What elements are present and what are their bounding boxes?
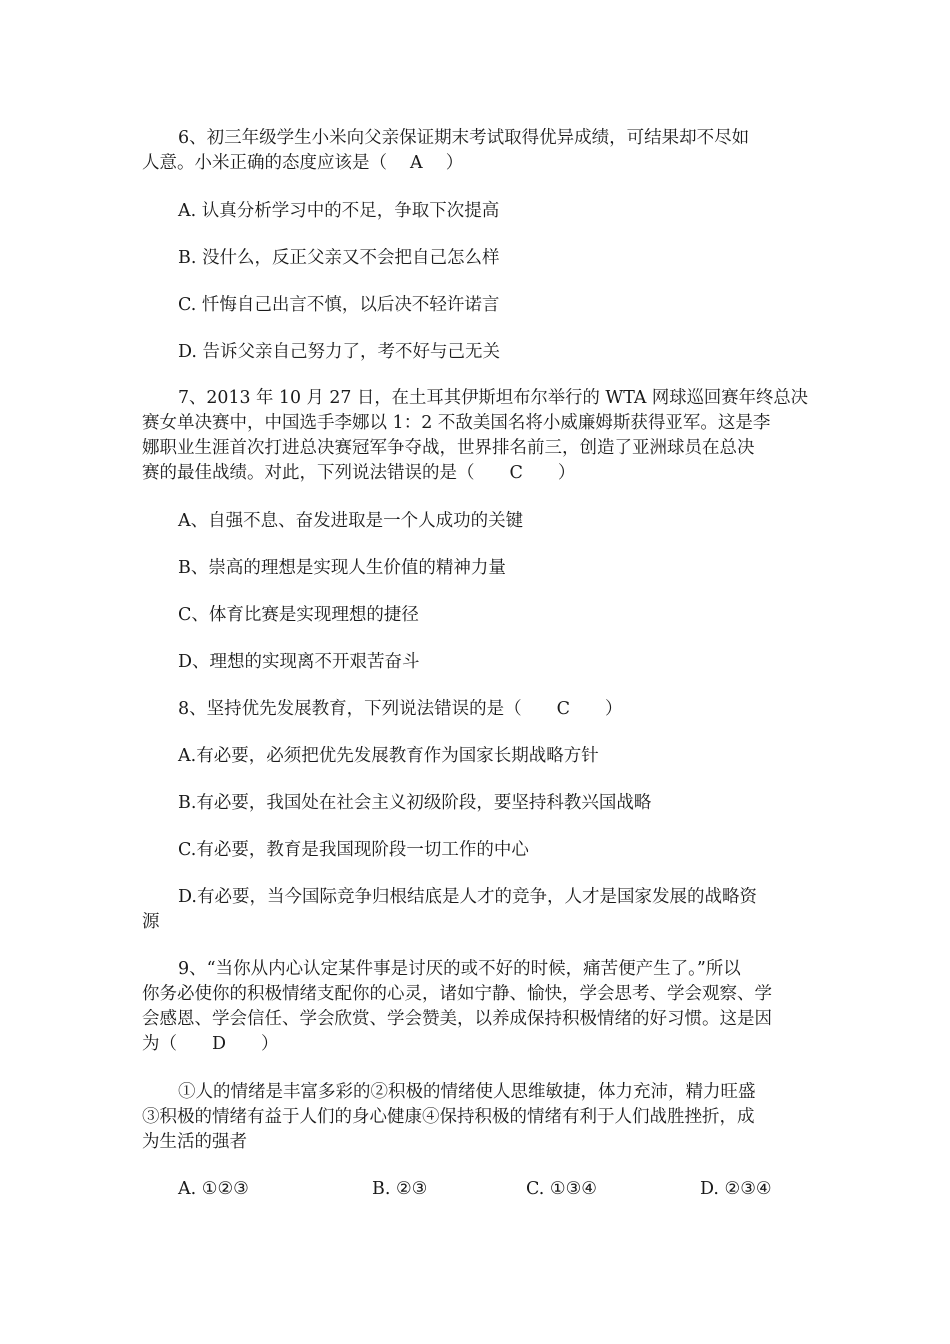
answer-option: B. ②③ [372, 1179, 428, 1199]
question-stem-line: 赛的最佳战绩。对此，下列说法错误的是（ C ） [142, 463, 576, 483]
question-stem-line: 你务必使你的积极情绪支配你的心灵，诸如宁静、愉快，学会思考、学会观察、学 [142, 984, 772, 1004]
answer-option: C.有必要，教育是我国现阶段一切工作的中心 [178, 840, 529, 860]
question-stem-line: 8、坚持优先发展教育，下列说法错误的是（ C ） [178, 699, 623, 719]
question-stem-line: 7、2013 年 10 月 27 日，在土耳其伊斯坦布尔举行的 WTA 网球巡回赛年终总决 [178, 388, 809, 408]
answer-option: A. ①②③ [178, 1179, 249, 1199]
answer-option: B. 没什么，反正父亲又不会把自己怎么样 [178, 248, 500, 268]
question-stem-line: 赛女单决赛中，中国选手李娜以 1：2 不敌美国名将小威廉姆斯获得亚军。这是李 [142, 413, 771, 433]
statement-line: ③积极的情绪有益于人们的身心健康④保持积极的情绪有利于人们战胜挫折，成 [142, 1107, 755, 1127]
answer-option: C. ①③④ [526, 1179, 597, 1199]
answer-option: B、崇高的理想是实现人生价值的精神力量 [178, 558, 506, 578]
answer-option: A. 认真分析学习中的不足，争取下次提高 [178, 201, 500, 221]
answer-option: D.有必要，当今国际竞争归根结底是人才的竞争，人才是国家发展的战略资 [178, 887, 757, 907]
question-stem-line: 为（ D ） [142, 1034, 279, 1054]
answer-option: A、自强不息、奋发进取是一个人成功的关键 [178, 511, 524, 531]
answer-option: B.有必要，我国处在社会主义初级阶段，要坚持科教兴国战略 [178, 793, 652, 813]
answer-option: D、理想的实现离不开艰苦奋斗 [178, 652, 420, 672]
question-stem-line: 会感恩、学会信任、学会欣赏、学会赞美，以养成保持积极情绪的好习惯。这是因 [142, 1009, 772, 1029]
answer-option: A.有必要，必须把优先发展教育作为国家长期战略方针 [178, 746, 599, 766]
question-stem-line: 9、“当你从内心认定某件事是讨厌的或不好的时候，痛苦便产生了。”所以 [178, 959, 741, 979]
answer-option: D. 告诉父亲自己努力了，考不好与己无关 [178, 342, 501, 362]
answer-option: D. ②③④ [700, 1179, 772, 1199]
answer-option: C、体育比赛是实现理想的捷径 [178, 605, 419, 625]
question-stem-line: 6、初三年级学生小米向父亲保证期末考试取得优异成绩，可结果却不尽如 [178, 128, 750, 148]
statement-line: 为生活的强者 [142, 1132, 247, 1152]
statement-line: ①人的情绪是丰富多彩的②积极的情绪使人思维敏捷，体力充沛，精力旺盛 [178, 1082, 756, 1102]
question-stem-line: 娜职业生涯首次打进总决赛冠军争夺战，世界排名前三，创造了亚洲球员在总决 [142, 438, 755, 458]
answer-option: C. 忏悔自己出言不慎，以后决不轻许诺言 [178, 295, 500, 315]
answer-option-continuation: 源 [142, 912, 160, 932]
question-stem-line: 人意。小米正确的态度应该是（ A ） [142, 153, 464, 173]
